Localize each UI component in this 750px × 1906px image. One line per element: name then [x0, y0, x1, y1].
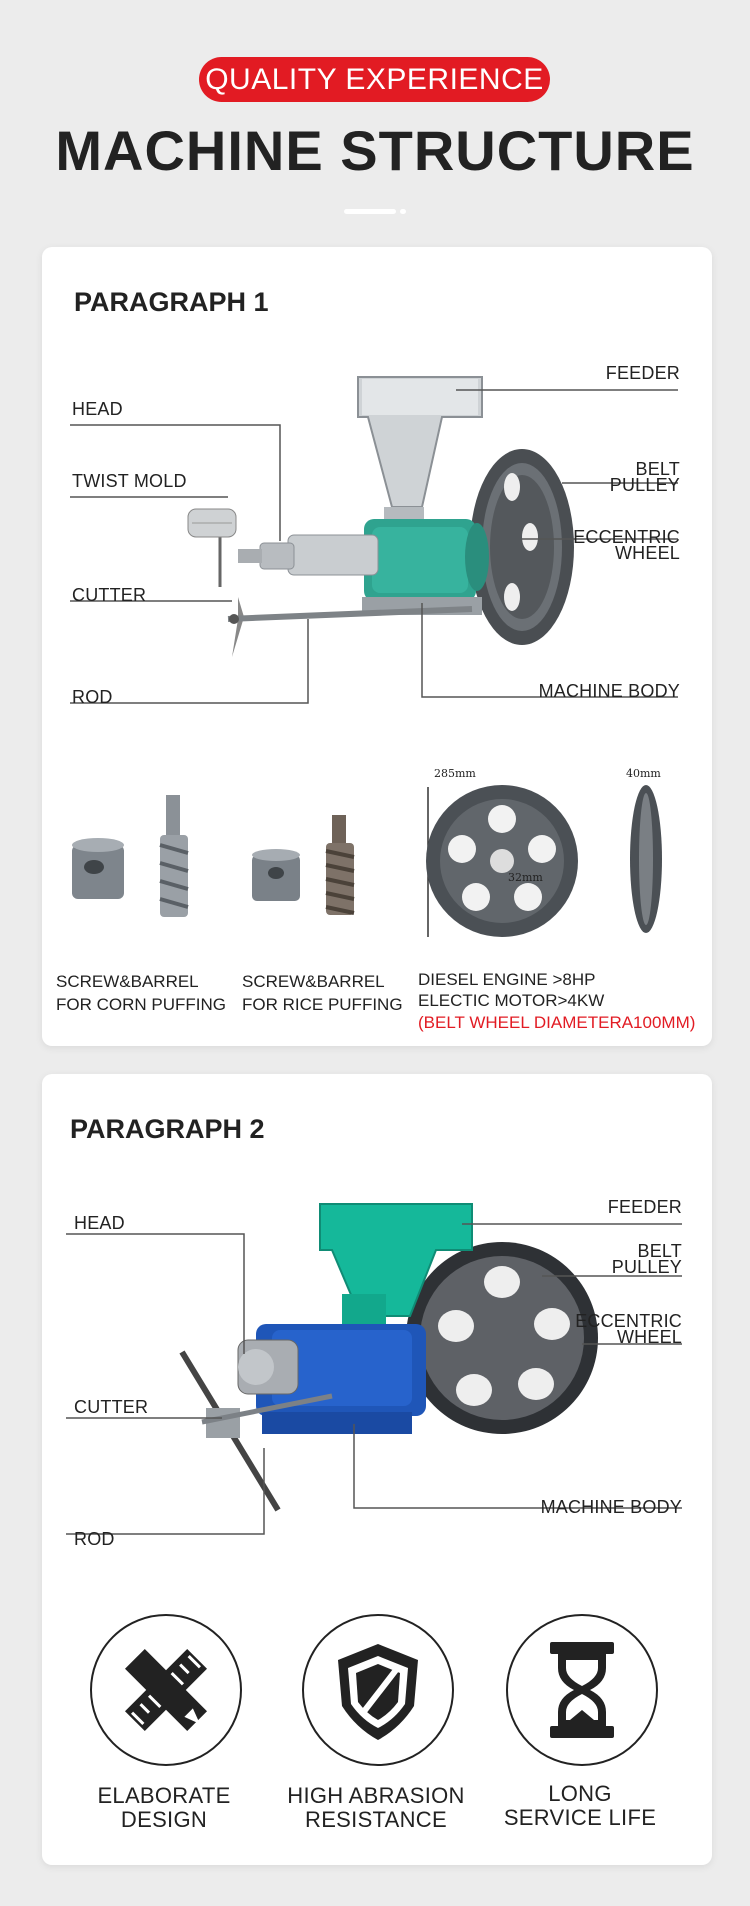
- feature-1-badge: [90, 1614, 242, 1766]
- title-divider: [344, 209, 396, 214]
- dimension-40: 40mm: [626, 767, 661, 780]
- feature-1-line2: DESIGN: [120, 1807, 208, 1832]
- paragraph-2-title: PARAGRAPH 2: [70, 1114, 265, 1144]
- label-twist-mold: TWIST MOLD: [72, 471, 187, 491]
- label2-cutter: CUTTER: [74, 1397, 149, 1417]
- label-head: HEAD: [72, 399, 123, 419]
- feature-3-line2: SERVICE LIFE: [503, 1805, 657, 1830]
- label-pulley: PULLEY: [609, 475, 680, 495]
- feature-2-label: [268, 1784, 484, 1832]
- feature-1-label: [56, 1784, 272, 1832]
- corn-screw: [160, 795, 188, 917]
- paragraph-1-title: PARAGRAPH 1: [74, 287, 269, 317]
- feature-3-label: [472, 1782, 688, 1830]
- label2-eccentric: ECCENTRIC: [575, 1311, 682, 1331]
- label2-machine-body: MACHINE BODY: [540, 1497, 682, 1517]
- caption-rice-line1: SCREW&BARREL: [242, 972, 385, 991]
- label-wheel: WHEEL: [614, 543, 680, 563]
- dimension-285: 285mm: [434, 767, 476, 780]
- quality-badge: QUALITY EXPERIENCE: [199, 57, 550, 102]
- dimension-32: 32mm: [508, 871, 543, 884]
- label-feeder: FEEDER: [605, 363, 680, 383]
- feature-2-badge: [302, 1614, 454, 1766]
- pencil-ruler-icon: [92, 1616, 240, 1764]
- paragraph-1-card: [42, 247, 712, 1046]
- rice-screw: [326, 815, 354, 915]
- barrel-head-2: [238, 1340, 298, 1394]
- parts-illustrations: [42, 767, 712, 967]
- label2-wheel: WHEEL: [616, 1327, 682, 1347]
- feeder-hopper: [358, 377, 482, 535]
- title-divider-dot: [400, 209, 406, 214]
- caption-power: [418, 968, 695, 1034]
- barrel-head: [220, 527, 378, 587]
- feature-2-line2: RESISTANCE: [305, 1807, 447, 1832]
- caption-rice-line2: FOR RICE PUFFING: [242, 995, 403, 1014]
- machine-body: [362, 519, 489, 615]
- shield-icon: [304, 1616, 452, 1764]
- corn-barrel: [72, 838, 124, 899]
- caption-motor: ELECTIC MOTOR>4KW: [418, 991, 605, 1010]
- caption-rice: [242, 970, 403, 1016]
- feature-3-badge: [506, 1614, 658, 1766]
- feature-3-line1: LONG: [548, 1781, 612, 1806]
- label2-belt: BELT: [637, 1241, 682, 1261]
- rice-barrel: [252, 849, 300, 901]
- feature-2-line1: HIGH ABRASION: [287, 1783, 465, 1808]
- caption-engine: DIESEL ENGINE >8HP: [418, 970, 596, 989]
- caption-belt-note: (BELT WHEEL DIAMETERA100MM): [418, 1013, 696, 1032]
- label2-head: HEAD: [74, 1213, 125, 1233]
- label2-pulley: PULLEY: [611, 1257, 682, 1277]
- paragraph-2-card: [42, 1074, 712, 1865]
- caption-corn: [56, 970, 226, 1016]
- label2-feeder: FEEDER: [607, 1197, 682, 1217]
- label2-rod: ROD: [74, 1529, 115, 1549]
- label-eccentric: ECCENTRIC: [573, 527, 680, 547]
- label-belt: BELT: [635, 459, 680, 479]
- page-title: MACHINE STRUCTURE: [55, 119, 695, 182]
- twist-mold: [188, 509, 236, 537]
- pulley-wheel-2: [406, 1242, 598, 1434]
- label-cutter: CUTTER: [72, 585, 147, 605]
- hourglass-icon: [508, 1616, 656, 1764]
- label-rod: ROD: [72, 687, 113, 707]
- feature-1-line1: ELABORATE: [97, 1783, 231, 1808]
- label-machine-body: MACHINE BODY: [538, 681, 680, 701]
- pulley-side: [630, 785, 662, 933]
- caption-corn-line1: SCREW&BARREL: [56, 972, 199, 991]
- pulley-front: [426, 785, 578, 937]
- caption-corn-line2: FOR CORN PUFFING: [56, 995, 226, 1014]
